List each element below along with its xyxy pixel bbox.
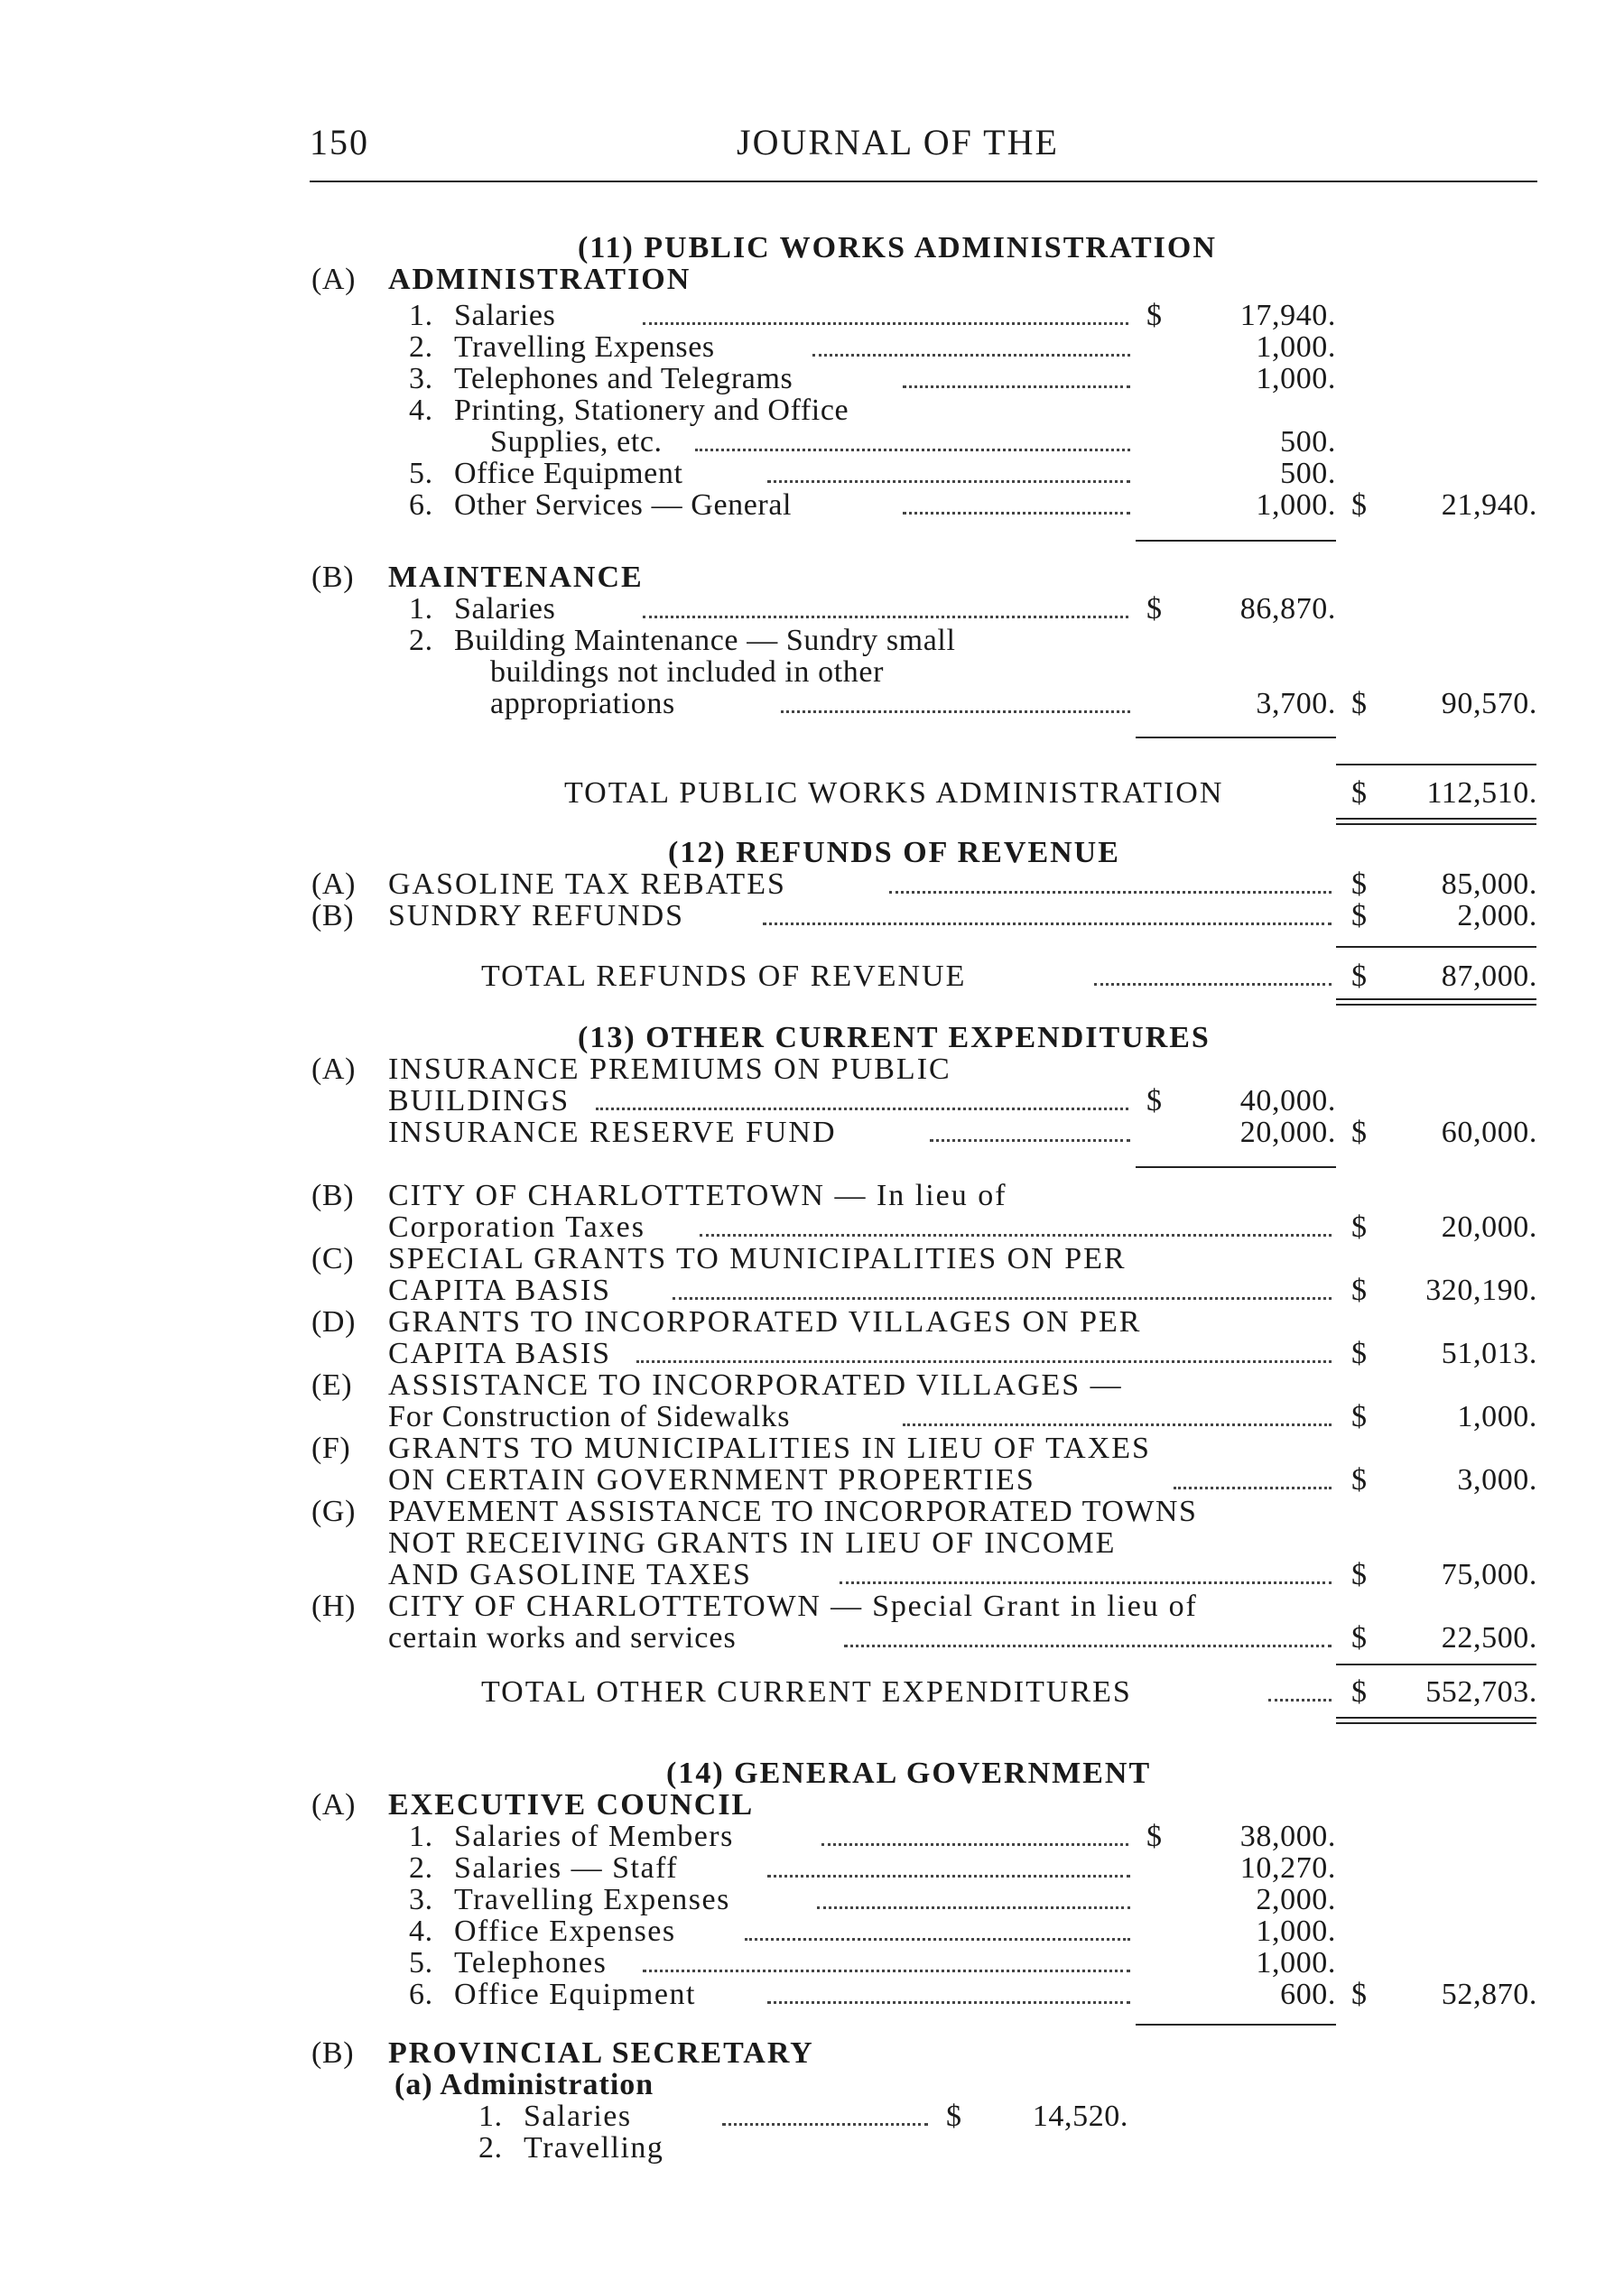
item-number: 2. [409, 624, 433, 657]
amount: 500. [1280, 425, 1336, 459]
subsection-letter: (A) [311, 1788, 356, 1822]
page-number: 150 [310, 122, 369, 162]
row-label-continued: Corporation Taxes [388, 1210, 645, 1244]
item-label-continued: appropriations [490, 687, 675, 720]
item-label: Telephones and Telegrams [454, 362, 793, 395]
amount: 14,520. [1032, 2100, 1128, 2133]
item-number: 2. [409, 330, 433, 364]
dollar-sign: $ [1146, 592, 1163, 626]
item-label: Telephones [454, 1946, 608, 1980]
subtotal-rule [1136, 1166, 1336, 1168]
dollar-sign: $ [1351, 1558, 1368, 1591]
row-label-continued: ON CERTAIN GOVERNMENT PROPERTIES [388, 1463, 1035, 1497]
dollar-sign: $ [1146, 1820, 1163, 1853]
item-label: Salaries [454, 592, 556, 626]
row-label: SUNDRY REFUNDS [388, 899, 685, 932]
subsection-letter: (A) [311, 263, 356, 296]
item-number: 5. [409, 457, 433, 490]
leader-dots [821, 1843, 1128, 1846]
section-total: 87,000. [1441, 960, 1537, 993]
leader-dots [596, 1108, 1128, 1110]
leader-dots [1094, 983, 1332, 986]
row-letter: (A) [311, 1052, 356, 1086]
item-label: Office Equipment [454, 457, 683, 490]
total-rule [1336, 764, 1536, 765]
item-label: Printing, Stationery and Office [454, 394, 849, 427]
item-number: 3. [409, 362, 433, 395]
leader-dots [643, 616, 1128, 618]
item-label: Office Expenses [454, 1915, 676, 1948]
section-title-11: (11) PUBLIC WORKS ADMINISTRATION [578, 231, 1217, 264]
section-total-label: TOTAL PUBLIC WORKS ADMINISTRATION [564, 776, 1224, 810]
item-number: 1. [478, 2100, 503, 2133]
leader-dots [844, 1645, 1332, 1647]
item-label: Other Services — General [454, 488, 793, 522]
section-title-14: (14) GENERAL GOVERNMENT [666, 1757, 1152, 1790]
leader-dots [763, 923, 1332, 925]
leader-dots [903, 385, 1130, 388]
item-number: 2. [409, 1851, 433, 1885]
amount: 86,870. [1239, 592, 1336, 626]
amount: 1,000. [1256, 1946, 1336, 1980]
item-number: 1. [409, 299, 433, 332]
row-label: PAVEMENT ASSISTANCE TO INCORPORATED TOWNS [388, 1495, 1198, 1528]
section-title-12: (12) REFUNDS OF REVENUE [668, 836, 1120, 869]
dollar-sign: $ [1351, 1621, 1368, 1655]
row-label: GRANTS TO INCORPORATED VILLAGES ON PER [388, 1305, 1142, 1339]
header-rule [310, 181, 1537, 182]
subtotal: 60,000. [1441, 1116, 1537, 1149]
leader-dots [643, 322, 1128, 325]
row-label: SPECIAL GRANTS TO MUNICIPALITIES ON PER [388, 1242, 1127, 1275]
amount: 51,013. [1441, 1337, 1537, 1370]
item-number: 6. [409, 488, 433, 522]
subtotal: 52,870. [1441, 1978, 1537, 2011]
amount: 1,000. [1256, 362, 1336, 395]
row-label-continued: CAPITA BASIS [388, 1337, 612, 1370]
item-label: Travelling Expenses [454, 330, 715, 364]
subsection-letter: (B) [311, 2036, 355, 2070]
row-label-continued: CAPITA BASIS [388, 1274, 612, 1307]
section-total-label: TOTAL OTHER CURRENT EXPENDITURES [481, 1675, 1132, 1709]
amount: 22,500. [1441, 1621, 1537, 1655]
leader-dots [636, 1360, 1332, 1363]
leader-dots [1268, 1699, 1332, 1701]
row-label: INSURANCE PREMIUMS ON PUBLIC [388, 1052, 951, 1086]
dollar-sign: $ [1351, 1210, 1368, 1244]
row-letter: (F) [311, 1432, 351, 1465]
dollar-sign: $ [1351, 776, 1368, 810]
item-label: Travelling [524, 2131, 664, 2165]
amount: 2,000. [1457, 899, 1537, 932]
row-label-continued: AND GASOLINE TAXES [388, 1558, 752, 1591]
amount: 3,000. [1457, 1463, 1537, 1497]
subtotal: 21,940. [1441, 488, 1537, 522]
dollar-sign: $ [1351, 1463, 1368, 1497]
dollar-sign: $ [1351, 1274, 1368, 1307]
row-letter: (G) [311, 1495, 356, 1528]
amount: 85,000. [1441, 867, 1537, 901]
amount: 1,000. [1256, 330, 1336, 364]
leader-dots [903, 512, 1130, 515]
dollar-sign: $ [1146, 299, 1163, 332]
subsection-name: PROVINCIAL SECRETARY [388, 2036, 814, 2070]
item-label-continued: buildings not included in other [490, 655, 884, 689]
dollar-sign: $ [1351, 867, 1368, 901]
item-label: Salaries — Staff [454, 1851, 679, 1885]
amount: 38,000. [1239, 1820, 1336, 1853]
leader-dots [930, 1139, 1130, 1142]
amount: 2,000. [1256, 1883, 1336, 1916]
section-total: 112,510. [1426, 776, 1537, 810]
row-label-continued: NOT RECEIVING GRANTS IN LIEU OF INCOME [388, 1526, 1117, 1560]
item-label: Salaries [454, 299, 556, 332]
section-total: 552,703. [1425, 1675, 1537, 1709]
leader-dots [1174, 1487, 1332, 1489]
leader-dots [889, 891, 1332, 894]
section-total-label: TOTAL REFUNDS OF REVENUE [481, 960, 967, 993]
amount: 40,000. [1239, 1084, 1336, 1117]
subsection-name: MAINTENANCE [388, 561, 644, 594]
item-number: 3. [409, 1883, 433, 1916]
row-label-continued: For Construction of Sidewalks [388, 1400, 791, 1433]
amount: 1,000. [1256, 488, 1336, 522]
dollar-sign: $ [1351, 1400, 1368, 1433]
dollar-sign: $ [1351, 1337, 1368, 1370]
item-number: 5. [409, 1946, 433, 1980]
amount: 320,190. [1425, 1274, 1537, 1307]
amount: 1,000. [1256, 1915, 1336, 1948]
row-label-continued: BUILDINGS [388, 1084, 571, 1117]
leader-dots [767, 1875, 1130, 1878]
total-rule [1336, 946, 1536, 948]
total-rule [1336, 1664, 1536, 1665]
amount: 10,270. [1239, 1851, 1336, 1885]
dollar-sign: $ [946, 2100, 962, 2133]
amount: 500. [1280, 457, 1336, 490]
row-label: GRANTS TO MUNICIPALITIES IN LIEU OF TAXES [388, 1432, 1151, 1465]
sub-subsection-name: (a) Administration [394, 2068, 654, 2101]
subsection-name: ADMINISTRATION [388, 263, 691, 296]
subsection-name: EXECUTIVE COUNCIL [388, 1788, 755, 1822]
double-rule [1336, 818, 1536, 825]
dollar-sign: $ [1351, 488, 1368, 522]
row-letter: (C) [311, 1242, 355, 1275]
subtotal-rule [1136, 2024, 1336, 2026]
row-letter: (D) [311, 1305, 356, 1339]
item-label: Salaries of Members [454, 1820, 734, 1853]
row-label-continued: certain works and services [388, 1621, 737, 1655]
row-label: GASOLINE TAX REBATES [388, 867, 786, 901]
amount: 20,000. [1239, 1116, 1336, 1149]
leader-dots [767, 2001, 1130, 2004]
leader-dots [700, 1234, 1332, 1237]
item-number: 4. [409, 1915, 433, 1948]
row-letter: (A) [311, 867, 356, 901]
item-number: 1. [409, 1820, 433, 1853]
dollar-sign: $ [1351, 687, 1368, 720]
dollar-sign: $ [1351, 1978, 1368, 2011]
item-label-continued: Supplies, etc. [490, 425, 663, 459]
row-letter: (E) [311, 1368, 353, 1402]
leader-dots [812, 354, 1130, 357]
leader-dots [745, 1938, 1130, 1941]
item-label: Salaries [524, 2100, 632, 2133]
item-number: 6. [409, 1978, 433, 2011]
leader-dots [817, 1906, 1130, 1909]
amount: 20,000. [1441, 1210, 1537, 1244]
row-letter: (B) [311, 899, 355, 932]
item-label: Office Equipment [454, 1978, 696, 2011]
item-number: 1. [409, 592, 433, 626]
running-title: JOURNAL OF THE [737, 122, 1059, 162]
amount: 75,000. [1441, 1558, 1537, 1591]
subtotal: 90,570. [1441, 687, 1537, 720]
amount: 1,000. [1457, 1400, 1537, 1433]
leader-dots [903, 1423, 1332, 1426]
row-letter: (B) [311, 1179, 355, 1212]
dollar-sign: $ [1351, 899, 1368, 932]
subsection-letter: (B) [311, 561, 355, 594]
row-label: CITY OF CHARLOTTETOWN — In lieu of [388, 1179, 1007, 1212]
item-label: Building Maintenance — Sundry small [454, 624, 956, 657]
item-label: Travelling Expenses [454, 1883, 730, 1916]
amount: 3,700. [1256, 687, 1336, 720]
row-label: CITY OF CHARLOTTETOWN — Special Grant in lieu of [388, 1590, 1198, 1623]
subtotal-rule [1136, 737, 1336, 738]
double-rule [1336, 998, 1536, 1006]
section-title-13: (13) OTHER CURRENT EXPENDITURES [578, 1021, 1211, 1054]
leader-dots [767, 480, 1130, 483]
dollar-sign: $ [1351, 1675, 1368, 1709]
row-label: ASSISTANCE TO INCORPORATED VILLAGES — [388, 1368, 1123, 1402]
amount: 17,940. [1239, 299, 1336, 332]
dollar-sign: $ [1351, 960, 1368, 993]
dollar-sign: $ [1146, 1084, 1163, 1117]
subtotal-rule [1136, 540, 1336, 542]
dollar-sign: $ [1351, 1116, 1368, 1149]
item-number: 4. [409, 394, 433, 427]
leader-dots [643, 1970, 1130, 1972]
item-number: 2. [478, 2131, 503, 2165]
row-letter: (H) [311, 1590, 356, 1623]
amount: 600. [1280, 1978, 1336, 2011]
leader-dots [695, 449, 1130, 451]
leader-dots [722, 2123, 928, 2126]
leader-dots [840, 1581, 1332, 1584]
double-rule [1336, 1717, 1536, 1724]
row-label: INSURANCE RESERVE FUND [388, 1116, 837, 1149]
leader-dots [673, 1297, 1332, 1300]
leader-dots [781, 710, 1130, 713]
